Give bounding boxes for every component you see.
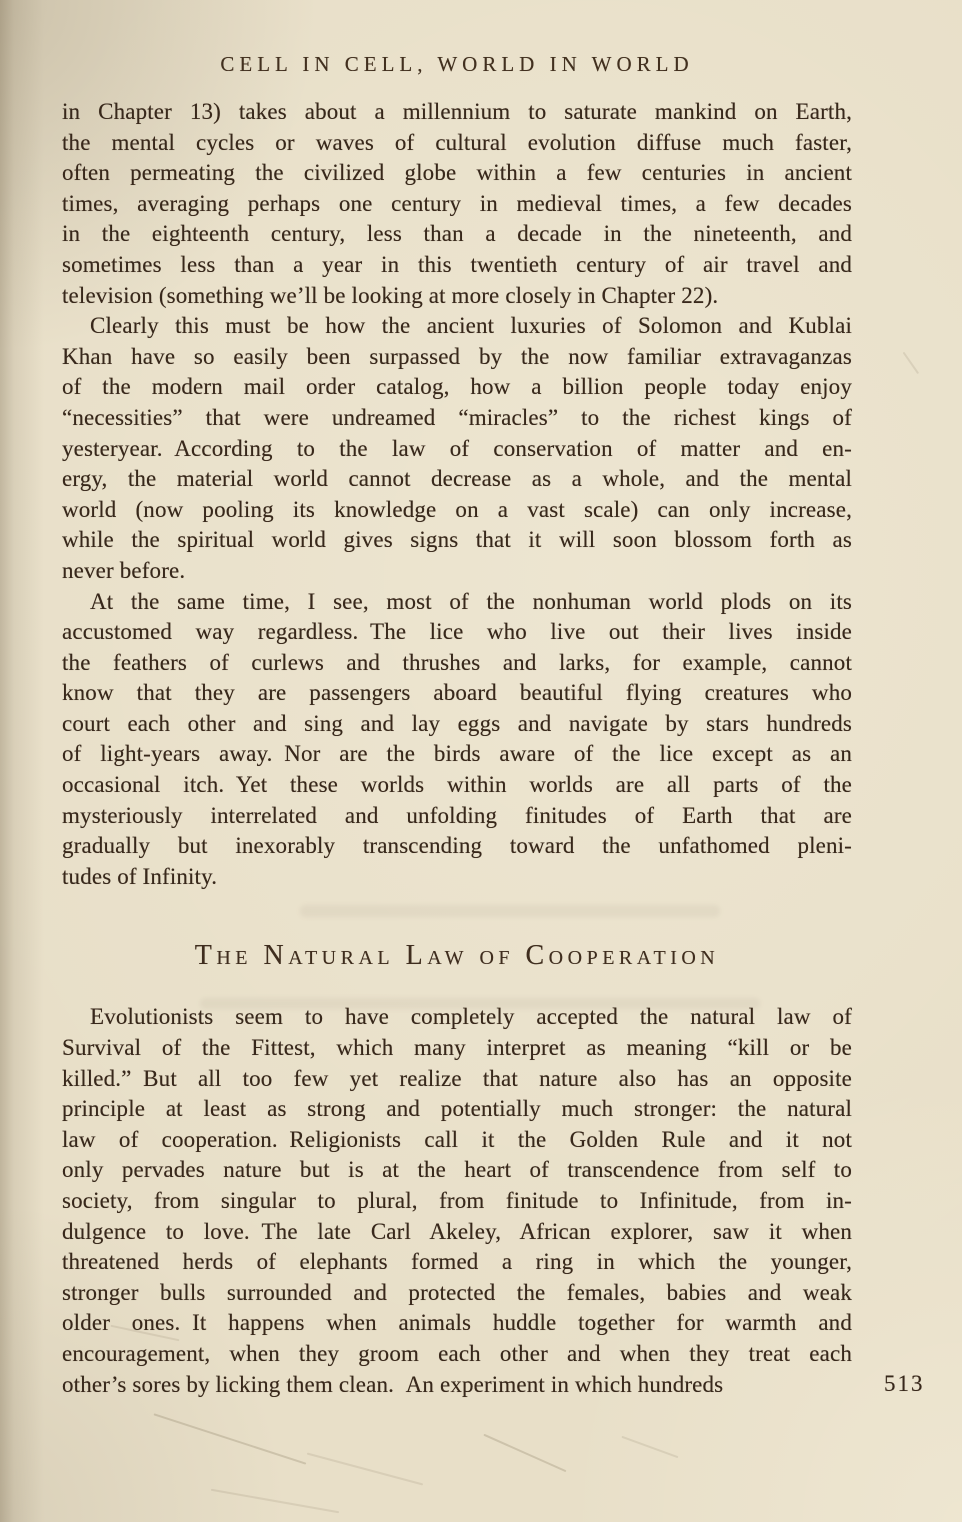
text-line: ergy, the material world cannot decrease as a whole, and the mental xyxy=(62,466,852,492)
text-line: At the same time, I see, most of the nonhuman world plods on its xyxy=(90,588,852,614)
text-line: law of cooperation. Religionists call it the Golden Rule and it not xyxy=(62,1126,852,1152)
scratch-mark xyxy=(154,1413,307,1464)
bleed-through-ghost xyxy=(200,998,760,1009)
text-line: mysteriously interrelated and unfolding finitudes of Earth that are xyxy=(62,802,852,828)
text-line: world (now pooling its knowledge on a vast scale) can only increase, xyxy=(62,496,852,522)
text-line: encouragement, when they groom each other and when they treat each xyxy=(62,1340,852,1366)
text-line: Clearly this must be how the ancient luxuries of Solomon and Kublai xyxy=(90,313,852,339)
text-line: principle at least as strong and potentially much stronger: the natural xyxy=(62,1096,852,1122)
text-line: in the eighteenth century, less than a decade in the nineteenth, and xyxy=(62,221,852,247)
text-line: Evolutionists seem to have completely accepted the natural law of xyxy=(90,1004,852,1030)
text-line: of light-years away. Nor are the birds aware of the lice except as an xyxy=(62,741,852,767)
paragraph xyxy=(62,311,852,586)
paragraph xyxy=(62,1002,852,1400)
text-line: accustomed way regardless. The lice who live out their lives inside xyxy=(62,619,852,645)
scratch-mark xyxy=(903,352,919,374)
text-block xyxy=(62,97,852,1400)
text-line: Khan have so easily been surpassed by the now familiar extravaganzas xyxy=(62,343,852,369)
text-line: other’s sores by licking them clean. An experiment in which hundreds xyxy=(62,1371,724,1397)
running-header: CELL IN CELL, WORLD IN WORLD xyxy=(220,52,694,76)
scratch-mark xyxy=(307,1452,423,1485)
paragraph xyxy=(62,97,852,311)
text-line: never before. xyxy=(62,557,186,583)
text-line: society, from singular to plural, from finitude to Infinitude, from in- xyxy=(62,1188,852,1213)
text-line: gradually but inexorably transcending toward the unfathomed pleni- xyxy=(62,833,852,859)
text-line: Survival of the Fittest, which many interpret as meaning “kill or be xyxy=(62,1035,852,1061)
text-line: often permeating the civilized globe within a few centuries in ancient xyxy=(62,160,852,186)
text-line: in Chapter 13) takes about a millennium to saturate mankind on Earth, xyxy=(62,99,852,124)
section-heading: The Natural Law of Cooperation xyxy=(194,940,720,972)
text-line: occasional itch. Yet these worlds within worlds are all parts of the xyxy=(62,772,852,798)
text-line: the mental cycles or waves of cultural evolution diffuse much faster, xyxy=(62,129,852,155)
text-line: know that they are passengers aboard beautiful flying creatures who xyxy=(62,680,852,706)
text-line: court each other and sing and lay eggs and navigate by stars hundreds xyxy=(62,710,852,736)
bleed-through-ghost xyxy=(300,905,720,917)
text-line: yesteryear. According to the law of conservation of matter and en- xyxy=(62,435,852,461)
text-line: the feathers of curlews and thrushes and larks, for example, cannot xyxy=(62,649,852,675)
text-line: of the modern mail order catalog, how a billion people today enjoy xyxy=(62,374,852,400)
text-line: sometimes less than a year in this twentieth century of air travel and xyxy=(62,251,852,277)
text-line: while the spiritual world gives signs that it will soon blossom forth as xyxy=(62,527,852,553)
text-line: older ones. It happens when animals huddle together for warmth and xyxy=(62,1310,852,1336)
text-line: stronger bulls surrounded and protected the females, babies and weak xyxy=(62,1279,852,1305)
text-line: threatened herds of elephants formed a ring in which the younger, xyxy=(62,1249,852,1275)
text-line: “necessities” that were undreamed “miracles” to the richest kings of xyxy=(62,404,852,430)
scratch-mark xyxy=(484,1434,567,1472)
scratch-mark xyxy=(622,1436,679,1458)
scratch-mark xyxy=(211,1489,339,1513)
text-line: times, averaging perhaps one century in medieval times, a few decades xyxy=(62,190,852,216)
text-line: only pervades nature but is at the heart of transcendence from self to xyxy=(62,1157,852,1183)
text-line: tudes of Infinity. xyxy=(62,863,218,889)
paragraph xyxy=(62,587,852,893)
text-line: dulgence to love. The late Carl Akeley, African explorer, saw it when xyxy=(62,1218,852,1244)
text-line: killed.” But all too few yet realize that nature also has an opposite xyxy=(62,1065,852,1091)
text-line: television (something we’ll be looking at more closely in Chapter 22). xyxy=(62,282,719,308)
page-number: 513 xyxy=(884,1371,925,1396)
